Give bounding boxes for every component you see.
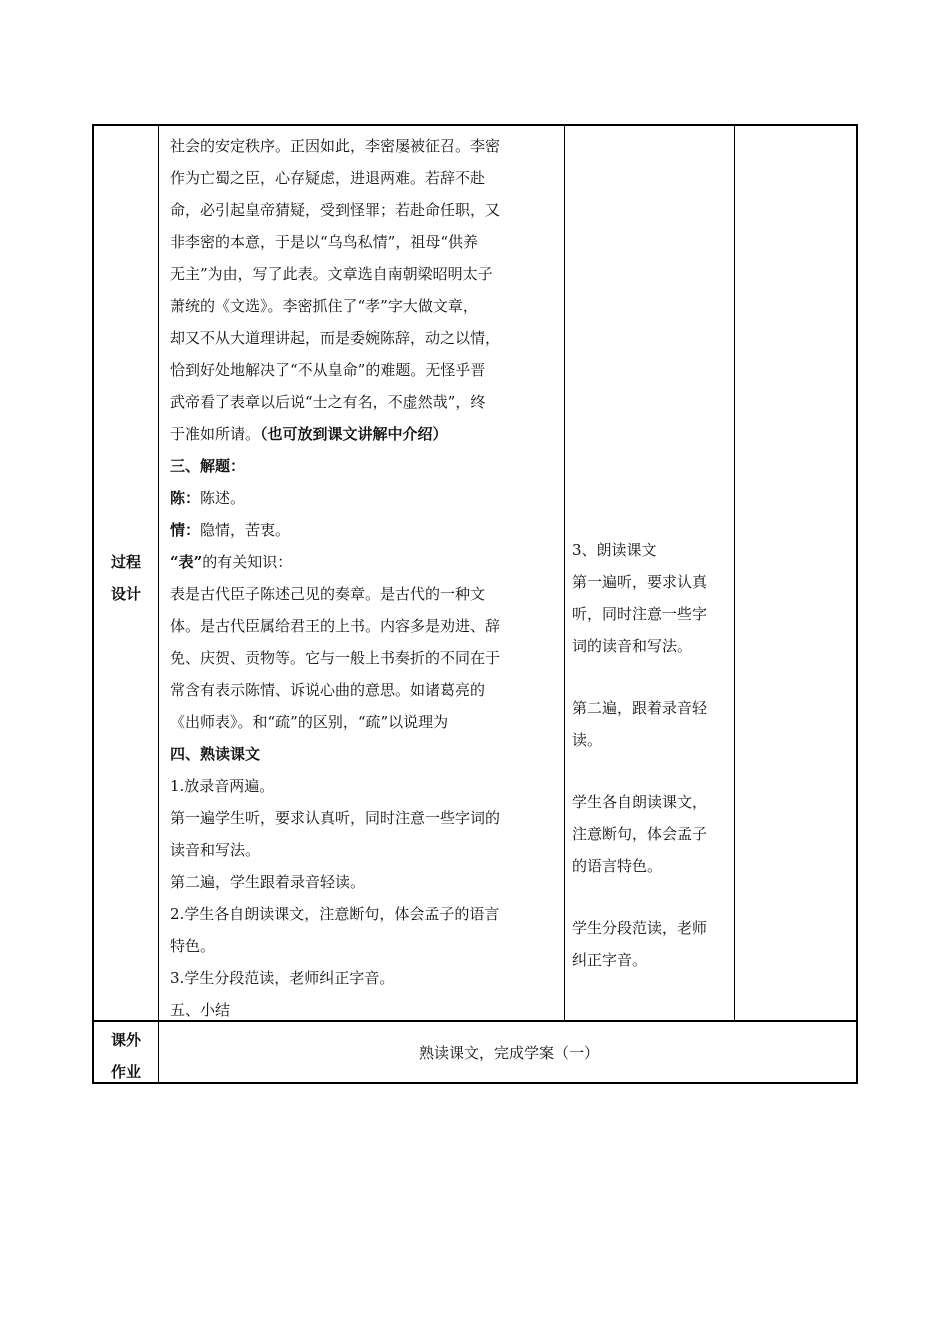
text-line: 纠正字音。 [572, 951, 648, 969]
text-line: 读音和写法。 [170, 841, 261, 859]
text-line: 第二遍，学生跟着录音轻读。 [170, 873, 366, 891]
term-biao [170, 546, 560, 578]
intro-last: 于准如所请。 [170, 425, 261, 443]
text-line: 词的读音和写法。 [572, 637, 693, 655]
homework-text: 熟读课文，完成学案（一） [418, 1044, 599, 1062]
label-line: 作业 [110, 1063, 141, 1081]
text-line: 五、小结 [170, 1001, 231, 1019]
text-line: 体。是古代臣属给君王的上书。内容多是劝进、辞 [170, 617, 501, 635]
spacer [572, 756, 732, 786]
text-line: 1.放录音两遍。 [170, 777, 275, 795]
text-line: 学生分段范读，老师 [572, 919, 708, 937]
text-line: 第二遍，跟着录音轻 [572, 699, 708, 717]
text-line: 作为亡蜀之臣，心存疑虑，进退两难。若辞不赴 [170, 169, 486, 187]
term-chen [170, 482, 560, 514]
text-line: 却又不从大道理讲起，而是委婉陈辞，动之以情， [170, 329, 501, 347]
text-line: 第一遍听，要求认真 [572, 573, 708, 591]
definition: 的有关知识： [202, 553, 293, 571]
text-line: 3.学生分段范读，老师纠正字音。 [170, 969, 395, 987]
heading-3: 三、解题： [170, 457, 246, 475]
text-line: 恰到好处地解决了“不从皇命”的难题。无怪乎晋 [170, 361, 486, 379]
text-line [170, 418, 560, 450]
text-line: 注意断句，体会孟子 [572, 825, 708, 843]
label-line: 过程 [110, 553, 141, 571]
process-design-label [94, 546, 158, 610]
text-line: 免、庆贺、贡物等。它与一般上书奏折的不同在于 [170, 649, 501, 667]
text-line: 第一遍学生听，要求认真听，同时注意一些字词的 [170, 809, 501, 827]
text-line: 无主”为由，写了此表。文章选自南朝梁昭明太子 [170, 265, 493, 283]
label-line: 课外 [110, 1031, 141, 1049]
text-line: 《出师表》。和“疏”的区别，“疏”以说理为 [170, 713, 449, 731]
text-line: 表是古代臣子陈述己见的奏章。是古代的一种文 [170, 585, 486, 603]
text-line: 命，必引起皇帝猜疑，受到怪罪；若赴命任职，又 [170, 201, 501, 219]
student-activity [572, 534, 732, 976]
term: 情： [170, 521, 201, 539]
intro-note: （也可放到课文讲解中介绍） [260, 425, 448, 443]
text-line: 武帝看了表章以后说“士之有名，不虚然哉”，终 [170, 393, 486, 411]
definition: 隐情，苦衷。 [200, 521, 291, 539]
term-qing [170, 514, 560, 546]
text-line: 学生各自朗读课文， [572, 793, 708, 811]
spacer [572, 882, 732, 912]
section-heading [170, 738, 560, 770]
text-line: 非李密的本意，于是以“乌鸟私情”，祖母“供养 [170, 233, 479, 251]
text-line: 读。 [572, 731, 603, 749]
text-line: 常含有表示陈情、诉说心曲的意思。如诸葛亮的 [170, 681, 486, 699]
teaching-content [170, 130, 560, 1026]
heading-4: 四、熟读课文 [170, 745, 261, 763]
lesson-plan-table [92, 124, 858, 1084]
label-line: 设计 [110, 585, 141, 603]
text-line: 特色。 [170, 937, 216, 955]
text-line: 3、朗读课文 [572, 541, 657, 559]
homework-label [94, 1024, 158, 1088]
spacer [572, 662, 732, 692]
column-divider [564, 126, 565, 1020]
definition: 陈述。 [200, 489, 246, 507]
term: “表” [170, 553, 203, 571]
section-heading [170, 450, 560, 482]
text-line: 萧统的《文选》。李密抓住了“孝”字大做文章， [170, 297, 478, 315]
text-line: 听，同时注意一些字 [572, 605, 708, 623]
column-divider [158, 126, 159, 1084]
column-divider [734, 126, 735, 1020]
text-line: 的语言特色。 [572, 857, 663, 875]
term: 陈： [170, 489, 201, 507]
text-line: 2.学生各自朗读课文，注意断句，体会孟子的语言 [170, 905, 500, 923]
text-line: 社会的安定秩序。正因如此，李密屡被征召。李密 [170, 137, 501, 155]
